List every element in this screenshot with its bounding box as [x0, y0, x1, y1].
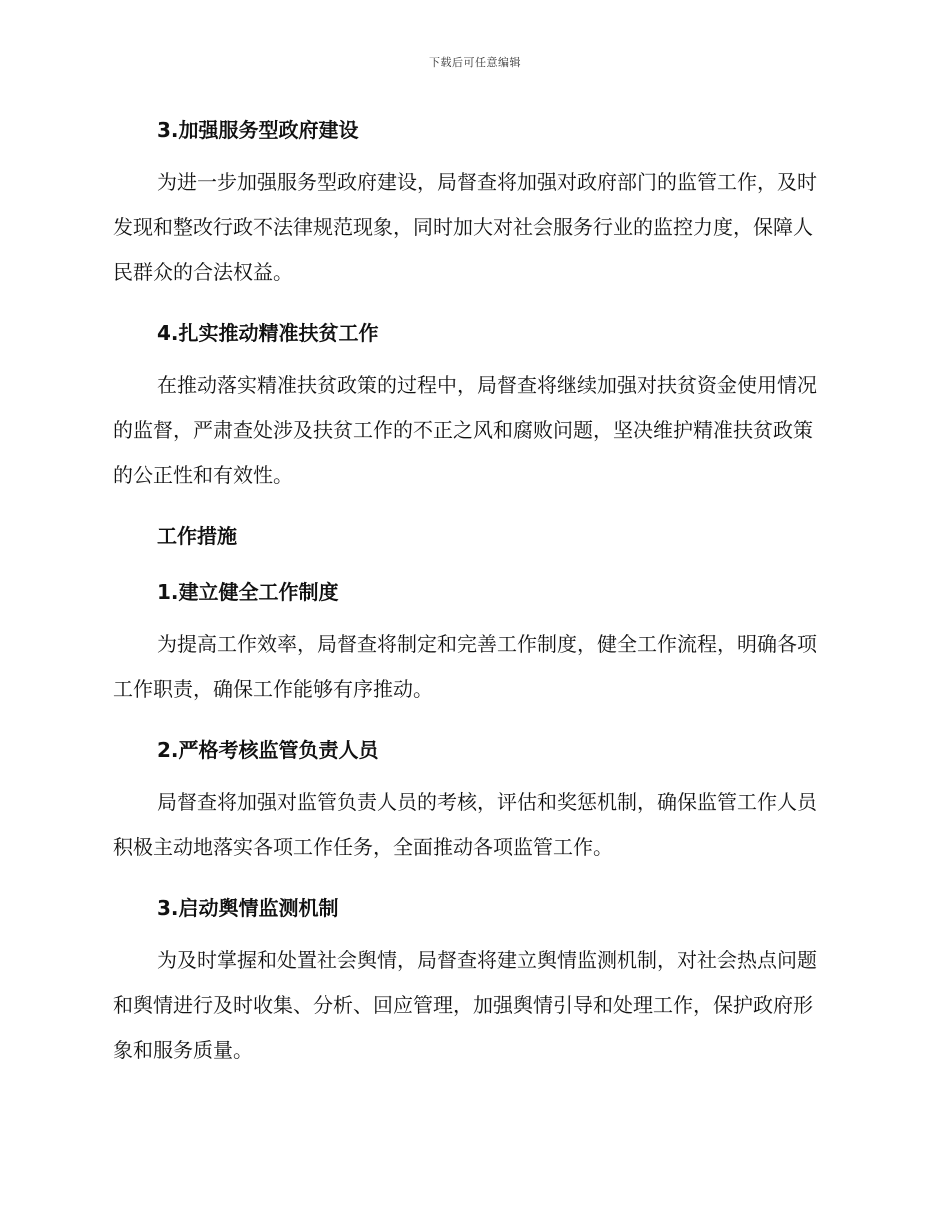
- section-heading: 4.扎实推动精准扶贫工作: [157, 321, 379, 345]
- measure-heading: 2.严格考核监管负责人员: [157, 738, 379, 762]
- measure-paragraph: 局督查将加强对监管负责人员的考核，评估和奖惩机制，确保监管工作人员积极主动地落实各项工作任务，全面推动各项监管工作。: [113, 790, 817, 859]
- measure-heading: 3.启动舆情监测机制: [157, 896, 339, 920]
- measures-title: 工作措施: [157, 524, 237, 548]
- section-heading: 3.加强服务型政府建设: [157, 118, 359, 142]
- measure-paragraph: 为及时掌握和处置社会舆情，局督查将建立舆情监测机制，对社会热点问题和舆情进行及时收集、分析、回应管理，加强舆情引导和处理工作，保护政府形象和服务质量。: [113, 948, 817, 1062]
- measure-heading: 1.建立健全工作制度: [157, 580, 339, 604]
- section-paragraph: 在推动落实精准扶贫政策的过程中，局督查将继续加强对扶贫资金使用情况的监督，严肃查处涉及扶贫工作的不正之风和腐败问题，坚决维护精准扶贫政策的公正性和有效性。: [113, 373, 817, 487]
- page-header: 下载后可任意编辑: [429, 56, 521, 69]
- measure-paragraph: 为提高工作效率，局督查将制定和完善工作制度，健全工作流程，明确各项工作职责，确保工作能够有序推动。: [113, 632, 817, 701]
- section-paragraph: 为进一步加强服务型政府建设，局督查将加强对政府部门的监管工作，及时发现和整改行政不法律规范现象，同时加大对社会服务行业的监控力度，保障人民群众的合法权益。: [113, 170, 817, 284]
- document-body: [113, 112, 831, 1073]
